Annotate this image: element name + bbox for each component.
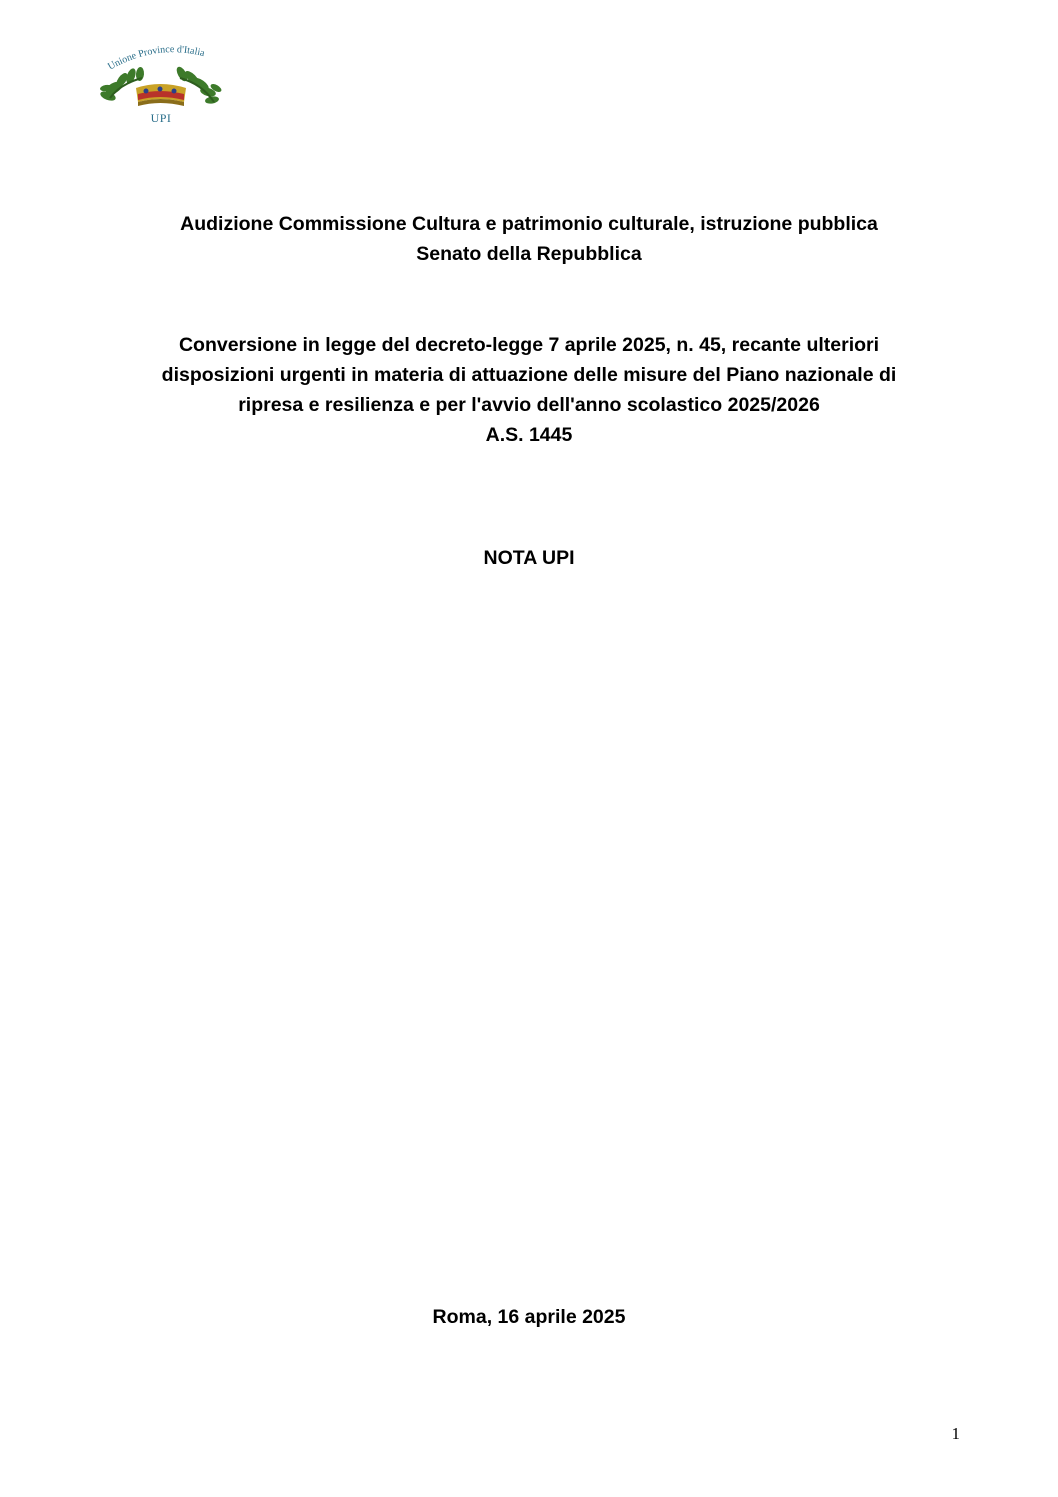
upi-logo	[98, 40, 224, 134]
note-title: NOTA UPI	[483, 547, 575, 569]
place-date: Roma, 16 aprile 2025	[432, 1306, 626, 1328]
hearing-senate-line: Senato della Repubblica	[416, 243, 642, 265]
decree-heading	[0, 330, 1058, 450]
crown-icon	[136, 84, 186, 106]
decree-title-line-2: disposizioni urgenti in materia di attuazione delle misure del Piano nazionale di	[161, 364, 897, 386]
page-number: 1	[951, 1424, 960, 1443]
logo-arc-textpath: Unione Province d'Italia	[106, 44, 206, 73]
decree-title-line-3: ripresa e resilienza e per l'avvio dell'anno scolastico 2025/2026	[238, 394, 820, 416]
decree-title-line-1: Conversione in legge del decreto-legge 7 aprile 2025, n. 45, recante ulteriori	[178, 334, 880, 356]
logo-arc-text	[106, 44, 206, 72]
hearing-commission-line: Audizione Commissione Cultura e patrimonio culturale, istruzione pubblica	[180, 213, 878, 235]
bill-number: A.S. 1445	[485, 424, 573, 446]
hearing-heading	[0, 209, 1058, 269]
logo-abbreviation: UPI	[150, 111, 172, 125]
